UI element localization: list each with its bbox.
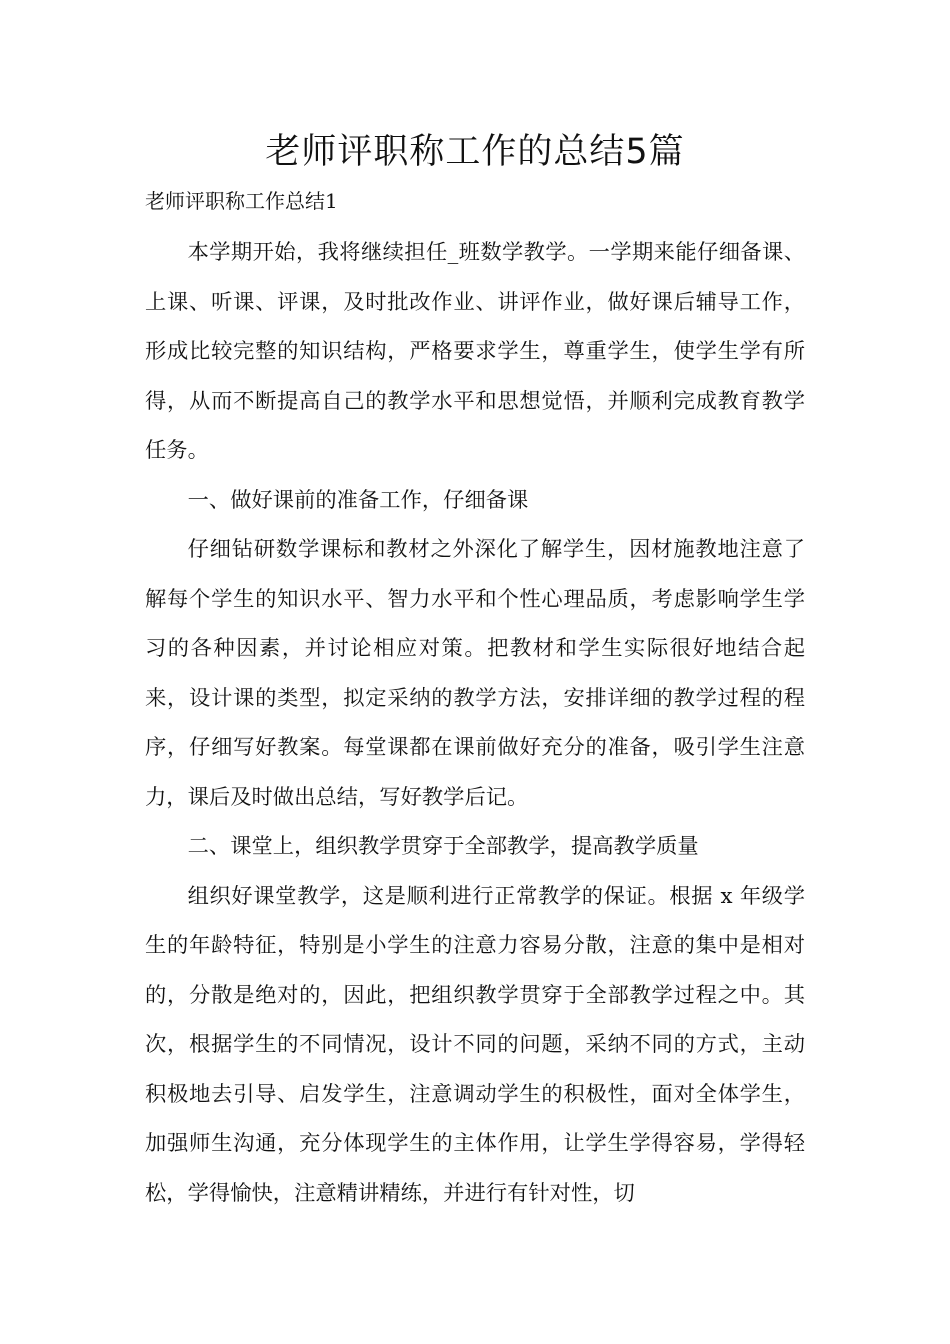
paragraph-intro: 本学期开始，我将继续担任_班数学教学。一学期来能仔细备课、上课、听课、评课，及时批改作业、讲评作业，做好课后辅导工作，形成比较完整的知识结构，严格要求学生，尊重学生，使学生学有所得，从而不断提高自己的教学水平和思想觉悟，并顺利完成教育教学任务。 [145, 240, 805, 463]
paragraph-classroom: 组织好课堂教学，这是顺利进行正常教学的保证。根据 x 年级学生的年龄特征，特别是小学生的注意力容易分散，注意的集中是相对的，分散是绝对的，因此，把组织教学贯穿于全部教学过程之中。其次，根据学生的不同情况，设计不同的问题，采纳不同的方式，主动积极地去引导、启发学生，注意调动学生的积极性，面对全体学生，加强师生沟通，充分体现学生的主体作用，让学生学得容易，学得轻松，学得愉快，注意精讲精练，并进行有针对性，切 [145, 883, 805, 1206]
paragraph-preparation: 仔细钻研数学课标和教材之外深化了解学生，因材施教地注意了解每个学生的知识水平、智力水平和个性心理品质，考虑影响学生学习的各种因素，并讨论相应对策。把教材和学生实际很好地结合起来，设计课的类型，拟定采纳的教学方法，安排详细的教学过程的程序，仔细写好教案。每堂课都在课前做好充分的准备，吸引学生注意力，课后及时做出总结，写好教学后记。 [145, 537, 805, 810]
section-subtitle: 老师评职称工作总结1 [145, 189, 338, 213]
document-body [145, 228, 805, 1218]
section-heading-2: 二、课堂上，组织教学贯穿于全部教学，提高教学质量 [187, 834, 699, 859]
document-title: 老师评职称工作的总结5篇 [265, 132, 685, 172]
section-heading-1: 一、做好课前的准备工作，仔细备课 [187, 487, 529, 513]
